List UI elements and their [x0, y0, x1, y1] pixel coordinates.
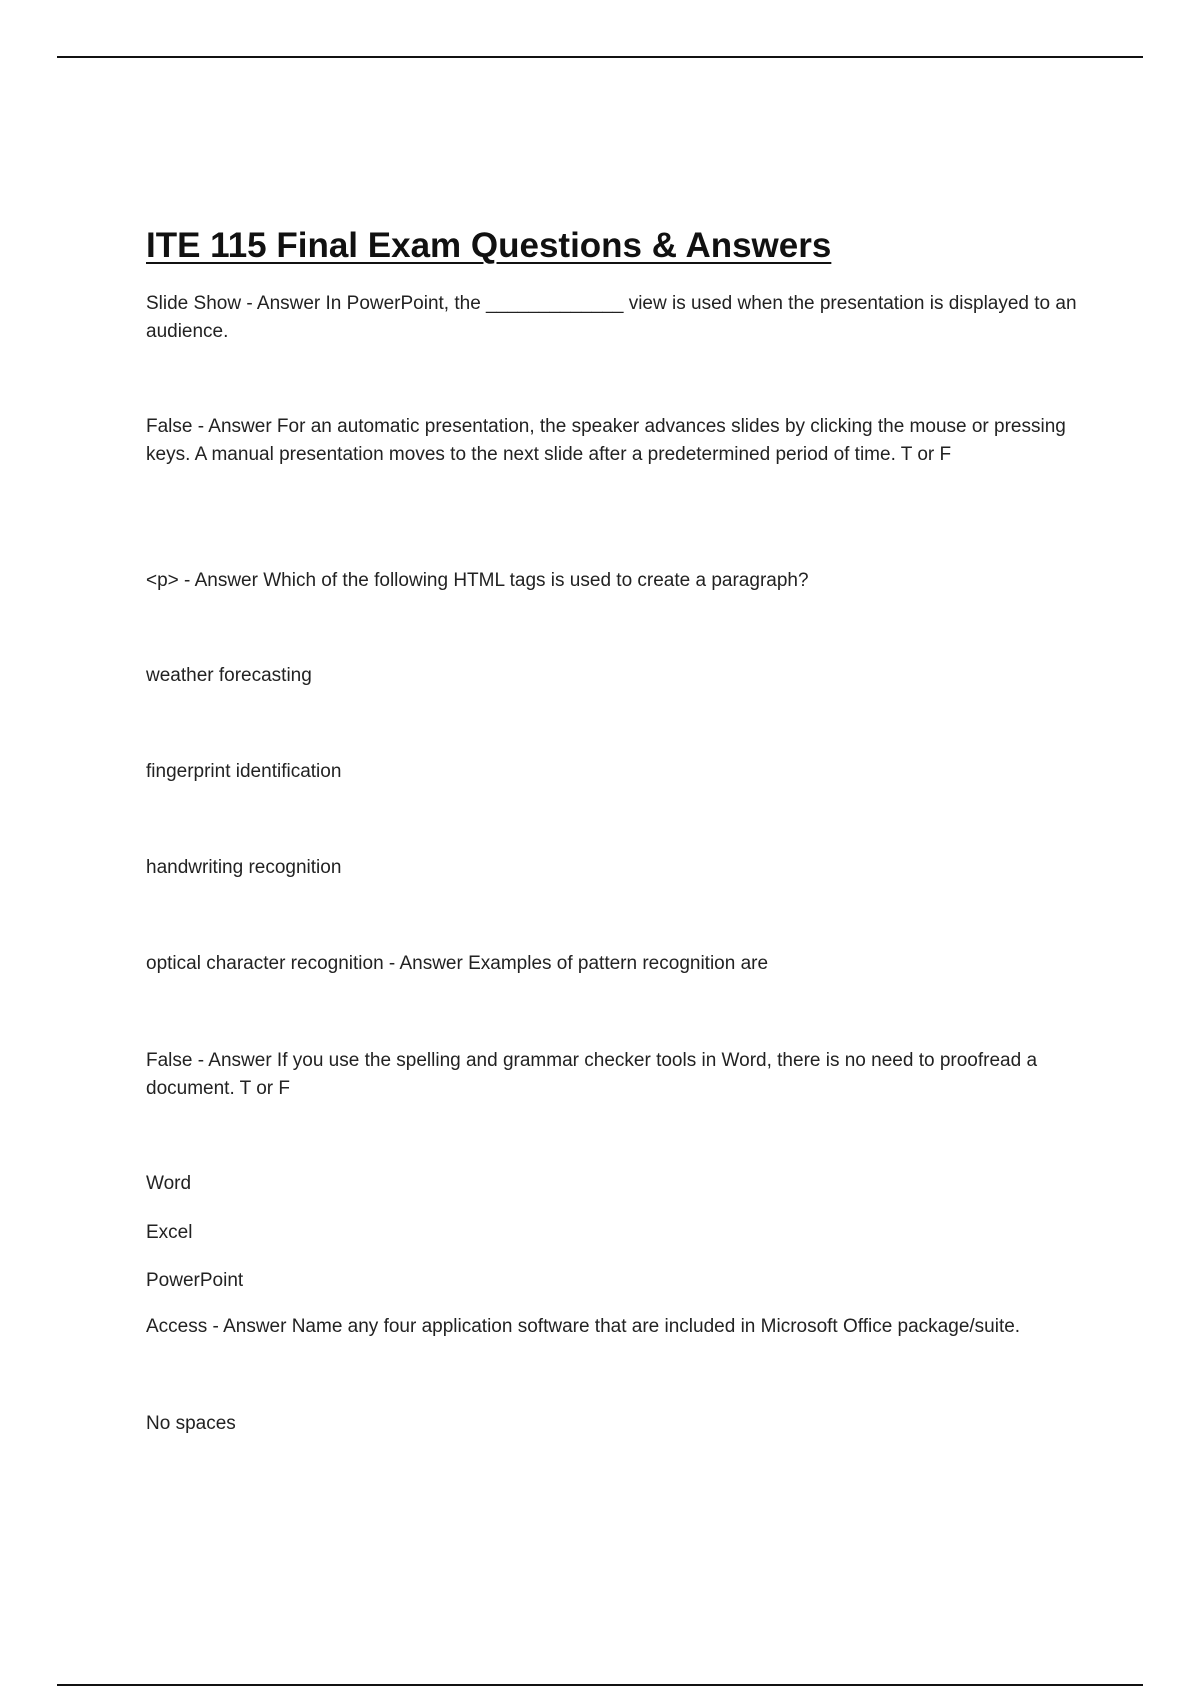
qa-paragraph: False - Answer If you use the spelling and grammar checker tools in Word, there is no need to proofread a document. T or F: [146, 1050, 1038, 1099]
page-title: ITE 115 Final Exam Questions & Answers: [146, 226, 832, 265]
qa-paragraph: PowerPoint: [146, 1270, 244, 1291]
qa-paragraph: Excel: [146, 1222, 193, 1243]
qa-paragraph: handwriting recognition: [146, 857, 342, 878]
qa-paragraph: False - Answer For an automatic presentation, the speaker advances slides by clicking the mouse or pressing keys. A manual presentation moves to the next slide after a predetermined period of time. T or F: [146, 416, 1066, 465]
qa-paragraph: Slide Show - Answer In PowerPoint, the _____________ view is used when the presentation is displayed to an audience.: [146, 293, 1077, 342]
qa-paragraph: <p> - Answer Which of the following HTML tags is used to create a paragraph?: [146, 570, 809, 591]
footer-rule: [57, 1684, 1143, 1686]
qa-paragraph: Access - Answer Name any four application software that are included in Microsoft Office package/suite.: [146, 1316, 1021, 1337]
qa-paragraph: weather forecasting: [146, 665, 312, 686]
qa-paragraph: fingerprint identification: [146, 761, 342, 782]
qa-paragraph: Word: [146, 1173, 192, 1194]
qa-paragraph: optical character recognition - Answer Examples of pattern recognition are: [146, 953, 769, 974]
qa-paragraph: No spaces: [146, 1413, 236, 1434]
header-rule: [57, 56, 1143, 58]
